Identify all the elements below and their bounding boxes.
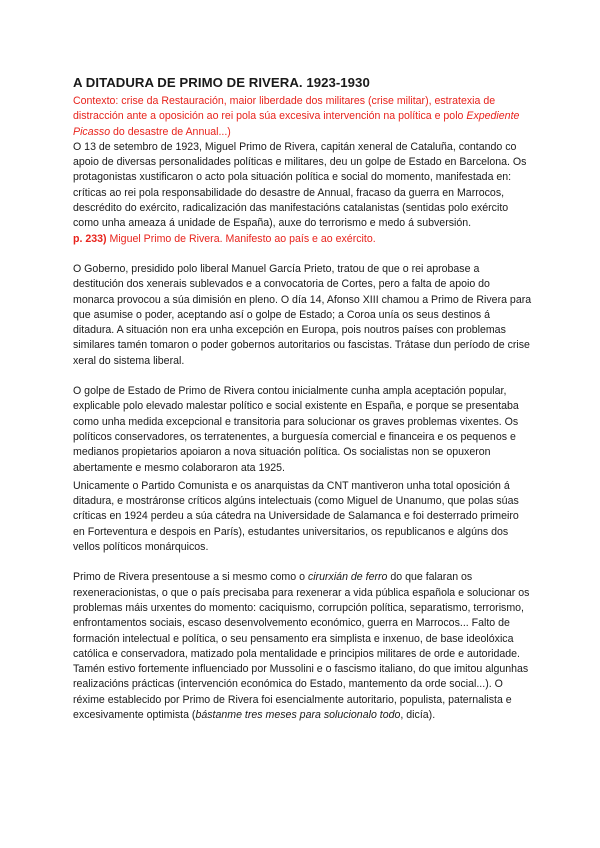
- page-title: A DITADURA DE PRIMO DE RIVERA. 1923-1930: [73, 75, 370, 90]
- para5-text-b: do que falaran os rexeneracionistas, o que o país precisaba para rexenerar a vida pública española e solucionar os problemas máis urxentes do momento: caciquismo, corrupción política, separatismo, terrorismo, enfrontamentos sociais, escaso desenvolvemento económico, guerra en Marrocos... Falto de formación intelectual e política, o seu pensamento era simplista e inxenuo, de base ideolóxica católica e conservadora, matizado pola mentalidade e principios militares de orde e autoridade. Tamén estivo fortemente influenciado por Mussolini e o fascismo italiano, do que imitou algunhas realizacións prácticas (intervención económica do Estado, mantemento da orde social...). O réxime establecido por Primo de Rivera foi esencialmente autoritario, populista, paternalista e excesivamente optimista (: [73, 571, 530, 721]
- context-text-end: do desastre de Annual...): [110, 125, 231, 138]
- para5-text-c: , dicía).: [400, 708, 436, 721]
- context-text: Contexto: crise da Restauración, maior liberdade dos militares (crise militar), estratexia de distracción ante a oposición ao rei pola súa excesiva intervención na política e polo: [73, 95, 496, 123]
- paragraph-acceptance: O golpe de Estado de Primo de Rivera contou inicialmente cunha ampla aceptación popular, explicable polo elevado malestar político e social existente en España, e porque se presentaba como unha medida excepcional e transitoria para solucionar os graves problemas vixentes. Os políticos conservadores, os terratenentes, a burguesía comercial e financeira e os pequenos e medianos propietarios apoiaron a nova situación política. Os socialistas non se opuxeron abertamente e mesmo colaboraron ata 1925.: [73, 385, 519, 474]
- para5-italic-quote: bástanme tres meses para solucionalo todo: [195, 708, 401, 721]
- reference-text: Miguel Primo de Rivera. Manifesto ao país e ao exército.: [106, 232, 376, 245]
- context-paragraph: [73, 94, 532, 140]
- para5-text-a: Primo de Rivera presentouse a si mesmo como o: [73, 571, 308, 584]
- reference-page: p. 233): [73, 232, 107, 245]
- paragraph-iron-surgeon: [73, 570, 532, 723]
- textbook-reference: [73, 232, 532, 247]
- paragraph-opposition: Unicamente o Partido Comunista e os anarquistas da CNT mantiveron unha total oposición á ditadura, e mostráronse críticos algúns intelectuais (como Miguel de Unanumo, que polas súas críticas en 1924 perdeu a súa cátedra na Universidade de Salamanca e foi desterrado primeiro en Forteventura e despois en París), estudantes universitarios, os republicanos e algúns dos vellos políticos monárquicos.: [73, 479, 519, 554]
- paragraph-government: O Goberno, presidido polo liberal Manuel García Prieto, tratou de que o rei aprobase a destitución dos xenerais sublevados e a convocatoria de Cortes, pero a falta de apoio do monarca provocou a súa dimisión en pleno. O día 14, Afonso XIII chamou a Primo de Rivera para que asumise o poder, aceptando así o golpe de Estado; a Coroa unía os seus destinos á ditadura. A situación non era unha excepción en Europa, pois noutros países con problemas similares tamén tomaron o poder gobernos autoritarios ou fascistas. Trátase dun período de crise xeral do sistema liberal.: [73, 262, 532, 367]
- para5-italic-surgeon: cirurxián de ferro: [307, 571, 388, 584]
- context-italic: Expediente Picasso: [73, 110, 520, 138]
- paragraph-coup: O 13 de setembro de 1923, Miguel Primo de Rivera, capitán xeneral de Cataluña, contando co apoio de diversas personalidades políticas e militares, deu un golpe de Estado en Barcelona. Os protagonistas xustificaron o acto pola situación política e social do momento, manifestada en: críticas ao rei pola responsabilidade do desastre de Annual, fracaso da guerra en Marrocos, descrédito do exército, radicalización das manifestacións catalanistas (sentidas polo exército como unha ameaza á unidade de España), auxe do terrorismo e medo á subversión.: [73, 140, 527, 230]
